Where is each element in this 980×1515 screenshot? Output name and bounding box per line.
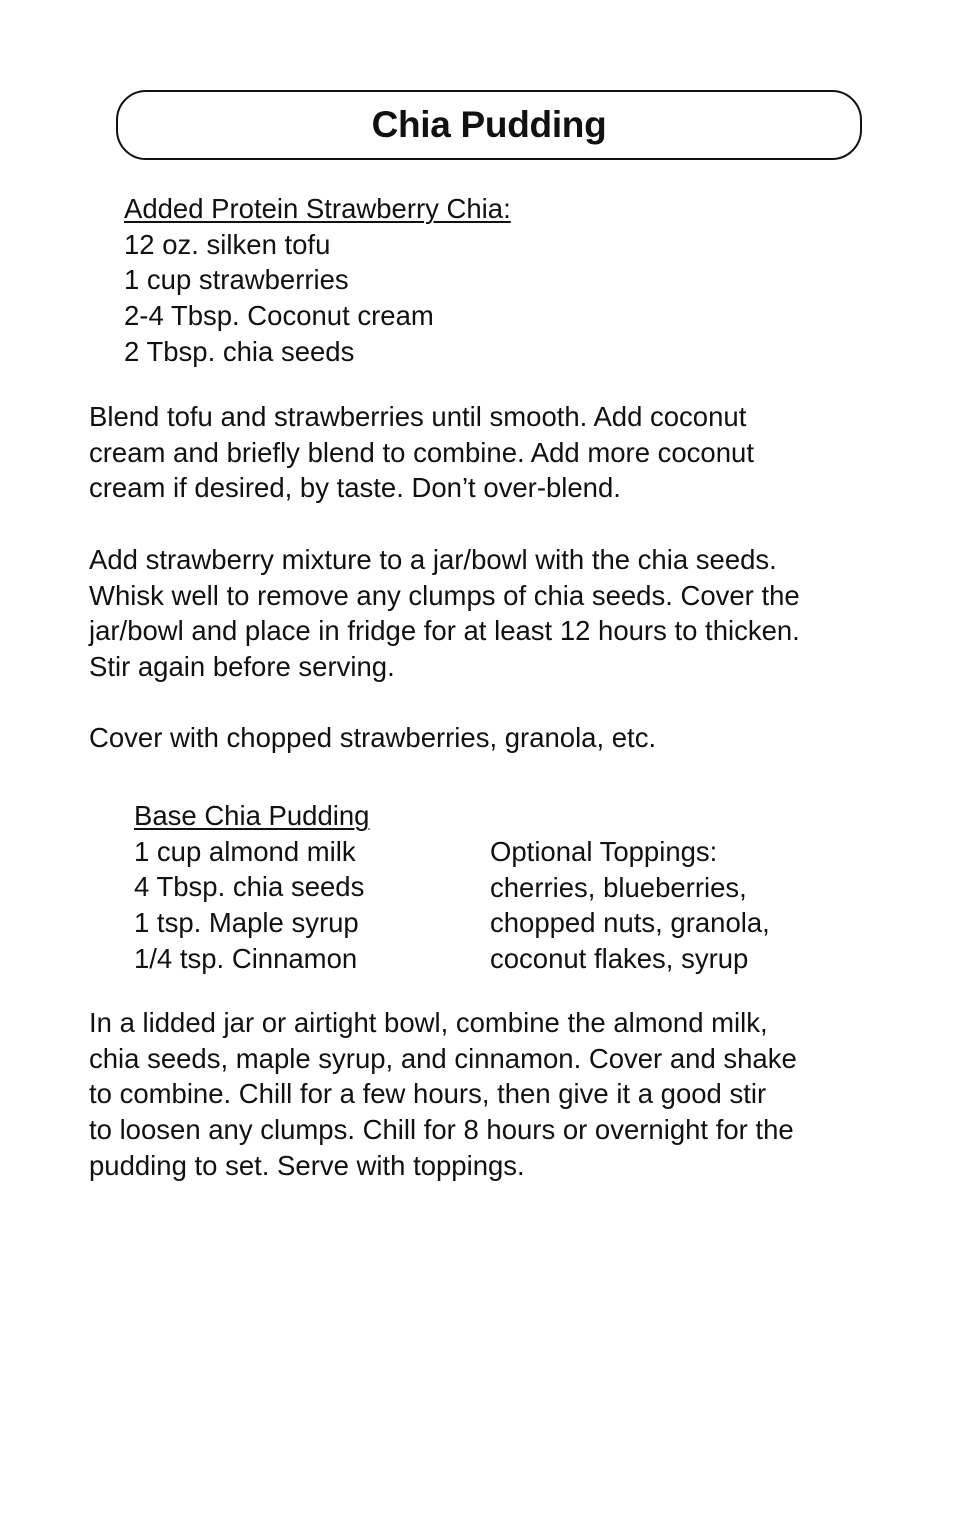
protein-recipe-heading: Added Protein Strawberry Chia: xyxy=(124,193,511,224)
step-line: pudding to set. Serve with toppings. xyxy=(89,1149,525,1181)
toppings-line: Optional Toppings: xyxy=(490,836,718,867)
base-recipe-heading: Base Chia Pudding xyxy=(134,800,370,831)
ingredient-item: 1 cup almond milk xyxy=(134,835,356,867)
ingredient-item: 2 Tbsp. chia seeds xyxy=(124,335,355,367)
ingredient-item: 2-4 Tbsp. Coconut cream xyxy=(124,300,434,332)
ingredient-item: 4 Tbsp. chia seeds xyxy=(134,871,365,903)
step-line: jar/bowl and place in fridge for at least 12 hours to thicken. xyxy=(89,615,800,647)
step-line: Cover with chopped strawberries, granola, etc. xyxy=(89,722,657,753)
protein-step-blend xyxy=(89,399,754,506)
optional-toppings xyxy=(490,834,770,977)
step-line: cream and briefly blend to combine. Add more coconut xyxy=(89,436,754,468)
ingredient-item: 12 oz. silken tofu xyxy=(124,228,331,260)
step-line: to loosen any clumps. Chill for 8 hours or overnight for the xyxy=(89,1114,794,1146)
toppings-line: cherries, blueberries, xyxy=(490,871,747,903)
step-line: In a lidded jar or airtight bowl, combine the almond milk, xyxy=(89,1007,768,1038)
step-line: chia seeds, maple syrup, and cinnamon. Cover and shake xyxy=(89,1042,797,1074)
toppings-line: coconut flakes, syrup xyxy=(490,943,749,975)
ingredient-item: 1 cup strawberries xyxy=(124,264,349,296)
step-line: Add strawberry mixture to a jar/bowl with the chia seeds. xyxy=(89,544,777,575)
step-line: Stir again before serving. xyxy=(89,651,395,683)
title-box xyxy=(116,90,862,160)
protein-step-chill xyxy=(89,542,800,685)
protein-recipe-ingredients xyxy=(124,191,511,370)
step-line: Blend tofu and strawberries until smooth. Add coconut xyxy=(89,401,747,432)
base-recipe-ingredients xyxy=(134,798,369,977)
page-title: Chia Pudding xyxy=(371,104,607,145)
step-line: Whisk well to remove any clumps of chia seeds. Cover the xyxy=(89,579,800,611)
ingredient-item: 1/4 tsp. Cinnamon xyxy=(134,942,358,974)
step-line: cream if desired, by taste. Don’t over-blend. xyxy=(89,472,621,504)
protein-step-serve xyxy=(89,720,656,756)
step-line: to combine. Chill for a few hours, then give it a good stir xyxy=(89,1078,767,1110)
base-recipe-instructions xyxy=(89,1005,797,1184)
toppings-line: chopped nuts, granola, xyxy=(490,907,770,939)
ingredient-item: 1 tsp. Maple syrup xyxy=(134,907,359,939)
